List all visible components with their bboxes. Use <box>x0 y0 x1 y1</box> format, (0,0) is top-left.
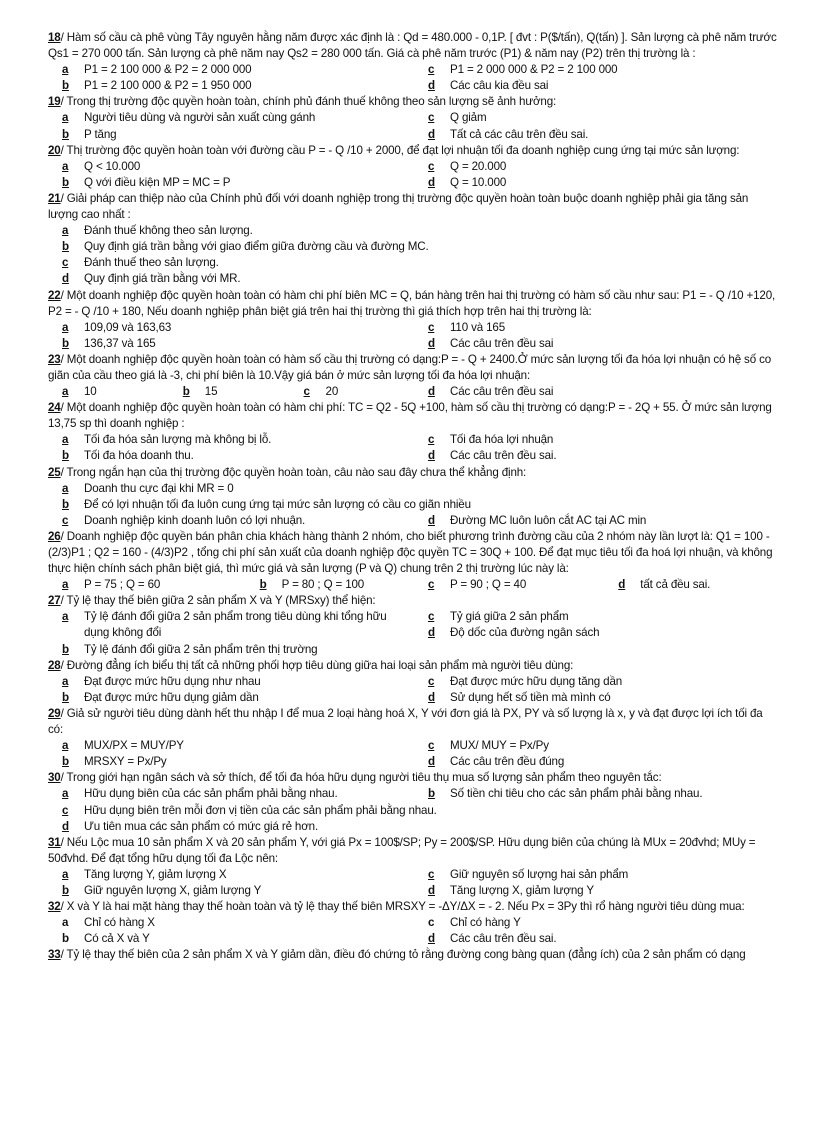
option-text: Chỉ có hàng X <box>84 916 155 930</box>
option-letter: c <box>428 63 435 77</box>
option-text: Quy định giá trần bằng với giao điểm giữa đường cầu và đường MC. <box>84 240 429 254</box>
question-24 <box>48 400 780 464</box>
option-c[interactable] <box>48 513 414 529</box>
question-33 <box>48 947 780 963</box>
option-letter: b <box>62 336 69 350</box>
option-a[interactable] <box>48 867 414 883</box>
option-b[interactable] <box>48 336 414 352</box>
option-letter: d <box>428 883 435 897</box>
option-letter: b <box>62 175 69 189</box>
option-d[interactable] <box>414 690 780 706</box>
option-letter: a <box>62 787 69 801</box>
question-29 <box>48 706 780 770</box>
question-body: Trong ngắn hạn của thị trường độc quyền hoàn toàn, câu nào sau đây chưa thể khẳng định: <box>66 465 527 479</box>
option-letter: a <box>62 916 69 930</box>
option-a[interactable] <box>48 915 414 931</box>
option-text: Các câu kia đều sai <box>450 79 549 93</box>
option-letter: b <box>428 787 435 801</box>
question-text: 23/ Một doanh nghiệp độc quyền hoàn toàn có hàm số cầu thị trường có dạng:P = - Q + 2400.Ở mức sản lượng tối đa hóa lợi nhuận có hệ số co giãn của cầu theo giá là -3, chi phí biên là 10.Vậy giá bán ở mức sản lượng tối đa hóa lợi nhuận: <box>48 352 772 382</box>
option-c[interactable] <box>414 62 780 78</box>
question-32 <box>48 899 780 947</box>
option-letter: c <box>428 320 435 334</box>
option-b[interactable] <box>48 931 414 947</box>
option-text: Q = 20.000 <box>450 159 507 173</box>
option-a[interactable] <box>48 110 414 126</box>
question-body: Một doanh nghiệp độc quyền hoàn toàn có hàm chi phí biên MC = Q, bán hàng trên hai thị trường có hàm số cầu như sau: P1 = - Q /10 +120, P2 = - Q /10 + 180, Nếu doanh nghiệp phân biệt giá trên hai thị trường thì giá thích hợp trên hai thị trường là: <box>48 288 776 318</box>
option-d[interactable] <box>414 336 780 352</box>
option-c[interactable] <box>414 738 780 754</box>
option-letter: b <box>259 578 267 592</box>
question-body: Giả sử người tiêu dùng dành hết thu nhập I để mua 2 loại hàng hoá X, Y với đơn giá là PX, PY và số lượng là x, y và đạt được lợi ích tối đa có: <box>48 706 763 737</box>
option-a[interactable] <box>48 738 414 754</box>
option-text: Các câu trên đều sai. <box>450 932 557 946</box>
option-d[interactable] <box>414 931 780 947</box>
question-number: 32 <box>48 900 61 914</box>
question-body: Tỷ lệ thay thế biên giữa 2 sản phẩm X và Y (MRSxy) thể hiện: <box>66 594 376 608</box>
option-c[interactable] <box>414 432 780 448</box>
option-d[interactable] <box>414 127 780 143</box>
option-letter: c <box>427 578 435 592</box>
option-letter: d <box>618 578 626 592</box>
question-number: 29 <box>48 706 61 720</box>
option-letter: c <box>428 739 435 753</box>
option-letter: c <box>428 674 435 688</box>
option-letter: a <box>62 674 69 688</box>
option-letter: c <box>62 513 69 527</box>
option-d[interactable] <box>414 78 780 94</box>
option-c[interactable] <box>414 609 780 625</box>
option-letter: d <box>428 755 435 769</box>
option-letter: d <box>428 449 435 463</box>
option-b[interactable] <box>48 690 414 706</box>
option-text: tất cả đều sai. <box>640 578 711 592</box>
option-b[interactable] <box>414 786 780 802</box>
question-28 <box>48 658 780 706</box>
question-text: 20/ Thị trường độc quyền hoàn toàn với đường cầu P = - Q /10 + 2000, để đạt lợi nhuận tối đa doanh nghiệp cung ứng tại mức sản lượng: <box>48 143 740 157</box>
option-c[interactable] <box>414 867 780 883</box>
option-letter: c <box>428 159 435 173</box>
question-body: Giải pháp can thiệp nào của Chính phủ đối với doanh nghiệp trong thị trường độc quyền hoàn toàn buộc doanh nghiệp phải gia tăng sản lượng cao nhất : <box>48 191 749 222</box>
option-c[interactable] <box>48 803 780 819</box>
option-letter: c <box>428 610 435 624</box>
option-text: 10 <box>84 385 97 399</box>
question-23 <box>48 352 780 400</box>
option-letter: b <box>62 690 69 704</box>
option-text: 15 <box>204 385 218 399</box>
option-text: Ưu tiên mua các sản phẩm có mức giá rẻ hơn. <box>84 819 319 833</box>
option-group-cd <box>414 609 780 641</box>
option-text: Hữu dụng biên của các sản phẩm phải bằng nhau. <box>84 787 338 801</box>
option-b[interactable] <box>48 239 780 255</box>
option-letter: c <box>428 867 435 881</box>
option-c[interactable] <box>414 159 780 175</box>
option-text: Tối đa hóa lợi nhuận <box>450 433 554 447</box>
question-22 <box>48 288 780 352</box>
option-text: Doanh thu cực đại khi MR = 0 <box>84 481 234 495</box>
option-text: P1 = 2 000 000 & P2 = 2 100 000 <box>450 63 618 77</box>
question-25 <box>48 465 780 529</box>
option-letter: d <box>428 932 435 946</box>
question-text: 25/ Trong ngắn hạn của thị trường độc quyền hoàn toàn, câu nào sau đây chưa thể khẳng định: <box>48 465 527 479</box>
option-c[interactable] <box>414 320 780 336</box>
option-letter: a <box>62 481 69 495</box>
option-a[interactable] <box>48 577 246 593</box>
question-number: 18 <box>48 31 61 44</box>
option-letter: d <box>428 127 435 141</box>
option-text: Tất cả các câu trên đều sai. <box>450 127 589 141</box>
option-text: Tăng lượng X, giảm lượng Y <box>450 883 594 897</box>
question-body: Nếu Lộc mua 10 sản phẩm X và 20 sản phẩm Y, với giá Px = 100$/SP; Py = 200$/SP. Hữu dụng biên của chúng là MUx = 20đvhd; MUy = 50đvhd. Để đạt tổng hữu dụng tối đa Lộc nên: <box>48 835 756 865</box>
option-letter: a <box>62 224 69 238</box>
question-21 <box>48 191 780 288</box>
option-letter: c <box>428 916 435 930</box>
option-letter: a <box>62 159 69 173</box>
question-text: 26/ Doanh nghiệp độc quyền bán phân chia khách hàng thành 2 nhóm, cho biết phương trình đường cầu của 2 nhóm này lần lượt là: Q1 = 100 - (2/3)P1 ; Q2 = 160 - (4/3)P2 , tổng chi phí sản xuất của doanh nghiệp độc quyền TC = 30Q + 100. Để đạt mục tiêu tối đa hoá lợi nhuận, và không thực hiện chính sách phân biệt giá, thì mức giá và sản lượng (P và Q) chung trên 2 thị trường lúc này là: <box>48 529 773 576</box>
option-text: P = 75 ; Q = 60 <box>84 578 161 592</box>
option-c[interactable] <box>414 674 780 690</box>
option-letter: a <box>62 63 69 77</box>
option-text: Các câu trên đều sai <box>449 385 554 399</box>
option-letter: d <box>427 385 435 399</box>
option-d[interactable] <box>414 625 780 641</box>
option-text: Tỷ lệ đánh đổi giữa 2 sản phẩm trên thị trường <box>84 642 318 656</box>
option-text: Q = 10.000 <box>450 175 507 189</box>
question-number: 25 <box>48 465 61 479</box>
option-text: Số tiền chi tiêu cho các sản phẩm phải bằng nhau. <box>450 787 703 801</box>
option-text: 20 <box>325 385 339 399</box>
question-text: 28/ Đường đẳng ích biểu thị tất cả những phối hợp tiêu dùng giữa hai loại sản phẩm mà người tiêu dùng: <box>48 658 574 672</box>
question-text: 30/ Trong giới hạn ngân sách và sở thích, để tối đa hóa hữu dụng người tiêu thụ mua số lượng sản phẩm theo nguyên tắc: <box>48 771 662 785</box>
option-letter: b <box>62 449 69 463</box>
option-text: Các câu trên đều sai <box>450 336 554 350</box>
option-letter: b <box>62 932 69 946</box>
option-letter: d <box>62 819 69 833</box>
option-text: Các câu trên đều sai. <box>450 449 557 463</box>
question-number: 22 <box>48 288 61 302</box>
option-d[interactable] <box>414 513 780 529</box>
option-letter: d <box>428 336 435 350</box>
option-text: P = 90 ; Q = 40 <box>449 578 527 592</box>
question-body: X và Y là hai mặt hàng thay thế hoàn toàn và tỷ lệ thay thế biên MRSXY = -ΔY/ΔX = - 2. Nếu Px = 3Py thì rổ hàng người tiêu dùng mua: <box>66 900 745 914</box>
option-letter: b <box>62 127 69 141</box>
option-text: Tối đa hóa sản lượng mà không bị lỗ. <box>84 433 272 447</box>
option-a[interactable] <box>48 432 414 448</box>
option-letter: a <box>62 111 69 125</box>
question-31 <box>48 835 780 899</box>
option-text: Tỷ lệ đánh đổi giữa 2 sản phẩm trong tiêu dùng khi tổng hữu dụng không đổi <box>84 610 387 640</box>
option-letter: d <box>428 690 435 704</box>
option-b[interactable] <box>48 642 780 658</box>
option-text: Doanh nghiệp kinh doanh luôn có lợi nhuận. <box>84 513 306 527</box>
option-d[interactable] <box>414 175 780 191</box>
question-number: 20 <box>48 143 61 157</box>
option-letter: b <box>182 385 190 399</box>
option-text: 136,37 và 165 <box>84 336 156 350</box>
question-number: 26 <box>48 529 61 543</box>
option-d[interactable] <box>604 577 780 593</box>
option-letter: a <box>62 867 69 881</box>
question-text: 19/ Trong thị trường độc quyền hoàn toàn, chính phủ đánh thuế không theo sản lượng sẽ ảnh hưởng: <box>48 95 557 109</box>
question-20 <box>48 143 780 191</box>
option-letter: c <box>303 385 310 399</box>
option-text: Tăng lượng Y, giảm lượng X <box>84 867 227 881</box>
option-text: 110 và 165 <box>450 320 506 334</box>
option-b[interactable] <box>48 497 780 513</box>
option-text: Chỉ có hàng Y <box>450 916 521 930</box>
question-body: Tỷ lệ thay thế biên của 2 sản phẩm X và Y giảm dần, điều đó chứng tỏ rằng đường cong bàng quan (đẳng ích) của 2 sản phẩm có dạng <box>66 948 746 962</box>
question-text: 27/ Tỷ lệ thay thế biên giữa 2 sản phẩm X và Y (MRSxy) thể hiện: <box>48 594 376 608</box>
option-text: P1 = 2 100 000 & P2 = 1 950 000 <box>84 79 252 93</box>
option-a[interactable] <box>48 609 414 641</box>
option-letter: b <box>62 755 69 769</box>
option-letter: d <box>428 626 435 640</box>
option-a[interactable] <box>48 223 780 239</box>
option-d[interactable] <box>414 754 780 770</box>
option-text: Q với điều kiện MP = MC = P <box>84 175 231 189</box>
option-letter: a <box>62 385 69 399</box>
question-body: Thị trường độc quyền hoàn toàn với đường cầu P = - Q /10 + 2000, để đạt lợi nhuận tối đa doanh nghiệp cung ứng tại mức sản lượng: <box>66 143 740 157</box>
option-letter: a <box>62 610 69 624</box>
question-text: 18/ Hàm số cầu cà phê vùng Tây nguyên hằng năm được xác định là : Qd = 480.000 - 0,1P. [ đvt : P($/tấn), Q(tấn) ]. Sản lượng cà phê năm trước Qs1 = 270 000 tấn. Sản lượng cà phê năm nay Qs2 = 280 000 tấn. Giá cà phê năm trước (P1) & năm nay (P2) trên thị trường là : <box>48 31 777 61</box>
question-text: 31/ Nếu Lộc mua 10 sản phẩm X và 20 sản phẩm Y, với giá Px = 100$/SP; Py = 200$/SP. Hữu dụng biên của chúng là MUx = 20đvhd; MUy = 50đvhd. Để đạt tổng hữu dụng tối đa Lộc nên: <box>48 835 756 865</box>
option-text: MUX/ MUY = Px/Py <box>450 739 549 753</box>
question-number: 24 <box>48 401 61 415</box>
option-text: Sử dụng hết số tiền mà mình có <box>450 690 611 704</box>
question-27 <box>48 593 780 657</box>
option-c[interactable] <box>414 577 604 593</box>
option-text: Độ dốc của đường ngân sách <box>450 626 600 640</box>
question-18 <box>48 30 780 94</box>
question-number: 27 <box>48 594 61 608</box>
option-text: P1 = 2 100 000 & P2 = 2 000 000 <box>84 63 252 77</box>
question-text: 29/ Giả sử người tiêu dùng dành hết thu nhập I để mua 2 loại hàng hoá X, Y với đơn giá là PX, PY và số lượng là x, y và đạt được lợi ích tối đa có: <box>48 706 763 737</box>
option-text: Đạt được mức hữu dụng như nhau <box>84 674 261 688</box>
question-body: Hàm số cầu cà phê vùng Tây nguyên hằng năm được xác định là : Qd = 480.000 - 0,1P. [ đvt : P($/tấn), Q(tấn) ]. Sản lượng cà phê năm trước Qs1 = 270 000 tấn. Sản lượng cà phê năm nay Qs2 = 280 000 tấn. Giá cà phê năm trước (P1) & năm nay (P2) trên thị trường là : <box>48 31 777 61</box>
question-number: 28 <box>48 658 61 672</box>
option-text: Hữu dụng biên trên mỗi đơn vị tiền của các sản phẩm phải bằng nhau. <box>84 803 437 817</box>
question-30 <box>48 770 780 834</box>
option-a[interactable] <box>48 384 169 400</box>
question-body: Một doanh nghiệp độc quyền hoàn toàn có hàm số cầu thị trường có dạng:P = - Q + 2400.Ở mức sản lượng tối đa hóa lợi nhuận có hệ số co giãn của cầu theo giá là -3, chi phí biên là 10.Vậy giá bán ở mức sản lượng tối đa hóa lợi nhuận: <box>48 352 772 382</box>
option-text: Q < 10.000 <box>84 159 141 173</box>
option-text: Có cả X và Y <box>84 932 150 946</box>
option-letter: b <box>62 79 69 93</box>
option-b[interactable] <box>48 78 414 94</box>
question-body: Trong thị trường độc quyền hoàn toàn, chính phủ đánh thuế không theo sản lượng sẽ ảnh hưởng: <box>66 95 557 109</box>
option-letter: c <box>428 433 435 447</box>
option-c[interactable] <box>290 384 414 400</box>
option-letter: b <box>62 883 69 897</box>
option-text: Người tiêu dùng và người sản xuất cùng gánh <box>84 111 316 125</box>
option-b[interactable] <box>48 127 414 143</box>
option-b[interactable] <box>246 577 414 593</box>
question-number: 33 <box>48 948 61 962</box>
option-b[interactable] <box>48 754 414 770</box>
option-d[interactable] <box>414 384 780 400</box>
option-letter: d <box>428 79 435 93</box>
option-text: Giữ nguyên số lượng hai sản phẩm <box>450 867 629 881</box>
option-text: Giữ nguyên lượng X, giảm lượng Y <box>84 883 262 897</box>
option-a[interactable] <box>48 481 780 497</box>
question-number: 31 <box>48 835 61 849</box>
question-text: 32/ X và Y là hai mặt hàng thay thế hoàn toàn và tỷ lệ thay thế biên MRSXY = -ΔY/ΔX = - 2. Nếu Px = 3Py thì rổ hàng người tiêu dùng mua: <box>48 900 745 914</box>
question-text: 21/ Giải pháp can thiệp nào của Chính phủ đối với doanh nghiệp trong thị trường độc quyền hoàn toàn buộc doanh nghiệp phải gia tăng sản lượng cao nhất : <box>48 191 749 222</box>
option-letter: c <box>428 111 435 125</box>
option-text: 109,09 và 163,63 <box>84 320 172 334</box>
option-text: Đường MC luôn luôn cắt AC tại AC min <box>450 513 647 527</box>
option-a[interactable] <box>48 159 414 175</box>
option-letter: b <box>62 642 69 656</box>
option-text: Quy định giá trần bằng với MR. <box>84 272 241 286</box>
option-text: P = 80 ; Q = 100 <box>281 578 365 592</box>
question-number: 19 <box>48 95 61 109</box>
option-text: Đánh thuế không theo sản lượng. <box>84 224 253 238</box>
question-26 <box>48 529 780 593</box>
option-b[interactable] <box>48 175 414 191</box>
option-text: Để có lợi nhuận tối đa luôn cung ứng tại mức sản lượng có cầu co giãn nhiều <box>84 497 471 511</box>
option-letter: a <box>62 578 69 592</box>
option-c[interactable] <box>414 915 780 931</box>
question-19 <box>48 94 780 142</box>
option-text: Q giảm <box>450 111 487 125</box>
option-d[interactable] <box>48 819 780 835</box>
question-body: Đường đẳng ích biểu thị tất cả những phối hợp tiêu dùng giữa hai loại sản phẩm mà người tiêu dùng: <box>66 658 574 672</box>
option-letter: b <box>62 240 69 254</box>
option-b[interactable] <box>48 448 414 464</box>
question-text: 24/ Một doanh nghiệp độc quyền hoàn toàn có hàm chi phí: TC = Q2 - 5Q +100, hàm số cầu thị trường có dạng:P = - 2Q + 55. Ở mức sản lượng 13,75 sp thì doanh nghiệp : <box>48 401 772 431</box>
option-letter: a <box>62 320 69 334</box>
question-number: 30 <box>48 771 61 785</box>
option-letter: d <box>428 513 435 527</box>
option-text: Đạt được mức hữu dụng giảm dần <box>84 690 259 704</box>
option-a[interactable] <box>48 786 414 802</box>
option-text: MRSXY = Px/Py <box>84 755 167 769</box>
option-b[interactable] <box>48 883 414 899</box>
option-letter: c <box>62 256 69 270</box>
option-text: Đánh thuế theo sản lượng. <box>84 256 219 270</box>
option-letter: a <box>62 433 69 447</box>
option-a[interactable] <box>48 62 414 78</box>
option-text: Các câu trên đều đúng <box>450 755 565 769</box>
question-body: Doanh nghiệp độc quyền bán phân chia khách hàng thành 2 nhóm, cho biết phương trình đường cầu của 2 nhóm này lần lượt là: Q1 = 100 - (2/3)P1 ; Q2 = 160 - (4/3)P2 , tổng chi phí sản xuất của doanh nghiệp độc quyền TC = 30Q + 100. Để đạt mục tiêu tối đa hoá lợi nhuận, và không thực hiện chính sách phân biệt giá, thì mức giá và sản lượng (P và Q) chung trên 2 thị trường lúc này là: <box>48 529 773 576</box>
option-d[interactable] <box>414 448 780 464</box>
option-d[interactable] <box>414 883 780 899</box>
option-text: Đạt được mức hữu dụng tăng dần <box>450 674 623 688</box>
question-body: Một doanh nghiệp độc quyền hoàn toàn có hàm chi phí: TC = Q2 - 5Q +100, hàm số cầu thị trường có dạng:P = - 2Q + 55. Ở mức sản lượng 13,75 sp thì doanh nghiệp : <box>48 401 772 431</box>
option-text: Tối đa hóa doanh thu. <box>84 449 194 463</box>
option-c[interactable] <box>414 110 780 126</box>
question-number: 21 <box>48 191 61 205</box>
option-letter: d <box>62 272 69 286</box>
option-letter: b <box>62 497 69 511</box>
option-text: Tỷ giá giữa 2 sản phẩm <box>450 610 569 624</box>
option-letter: c <box>62 803 69 817</box>
question-text: 22/ Một doanh nghiệp độc quyền hoàn toàn có hàm chi phí biên MC = Q, bán hàng trên hai thị trường có hàm số cầu như sau: P1 = - Q /10 +120, P2 = - Q /10 + 180, Nếu doanh nghiệp phân biệt giá trên hai thị trường thì giá thích hợp trên hai thị trường là: <box>48 288 776 318</box>
option-letter: a <box>62 739 69 753</box>
option-a[interactable] <box>48 674 414 690</box>
option-d[interactable] <box>48 271 780 287</box>
option-a[interactable] <box>48 320 414 336</box>
question-text: 33/ Tỷ lệ thay thế biên của 2 sản phẩm X và Y giảm dần, điều đó chứng tỏ rằng đường cong bàng quan (đẳng ích) của 2 sản phẩm có dạng <box>48 948 746 962</box>
question-number: 23 <box>48 352 61 366</box>
option-text: MUX/PX = MUY/PY <box>84 739 184 753</box>
option-b[interactable] <box>169 384 290 400</box>
option-letter: d <box>428 175 435 189</box>
option-text: P tăng <box>84 127 117 141</box>
option-c[interactable] <box>48 255 780 271</box>
question-body: Trong giới hạn ngân sách và sở thích, để tối đa hóa hữu dụng người tiêu thụ mua số lượng sản phẩm theo nguyên tắc: <box>66 771 662 785</box>
